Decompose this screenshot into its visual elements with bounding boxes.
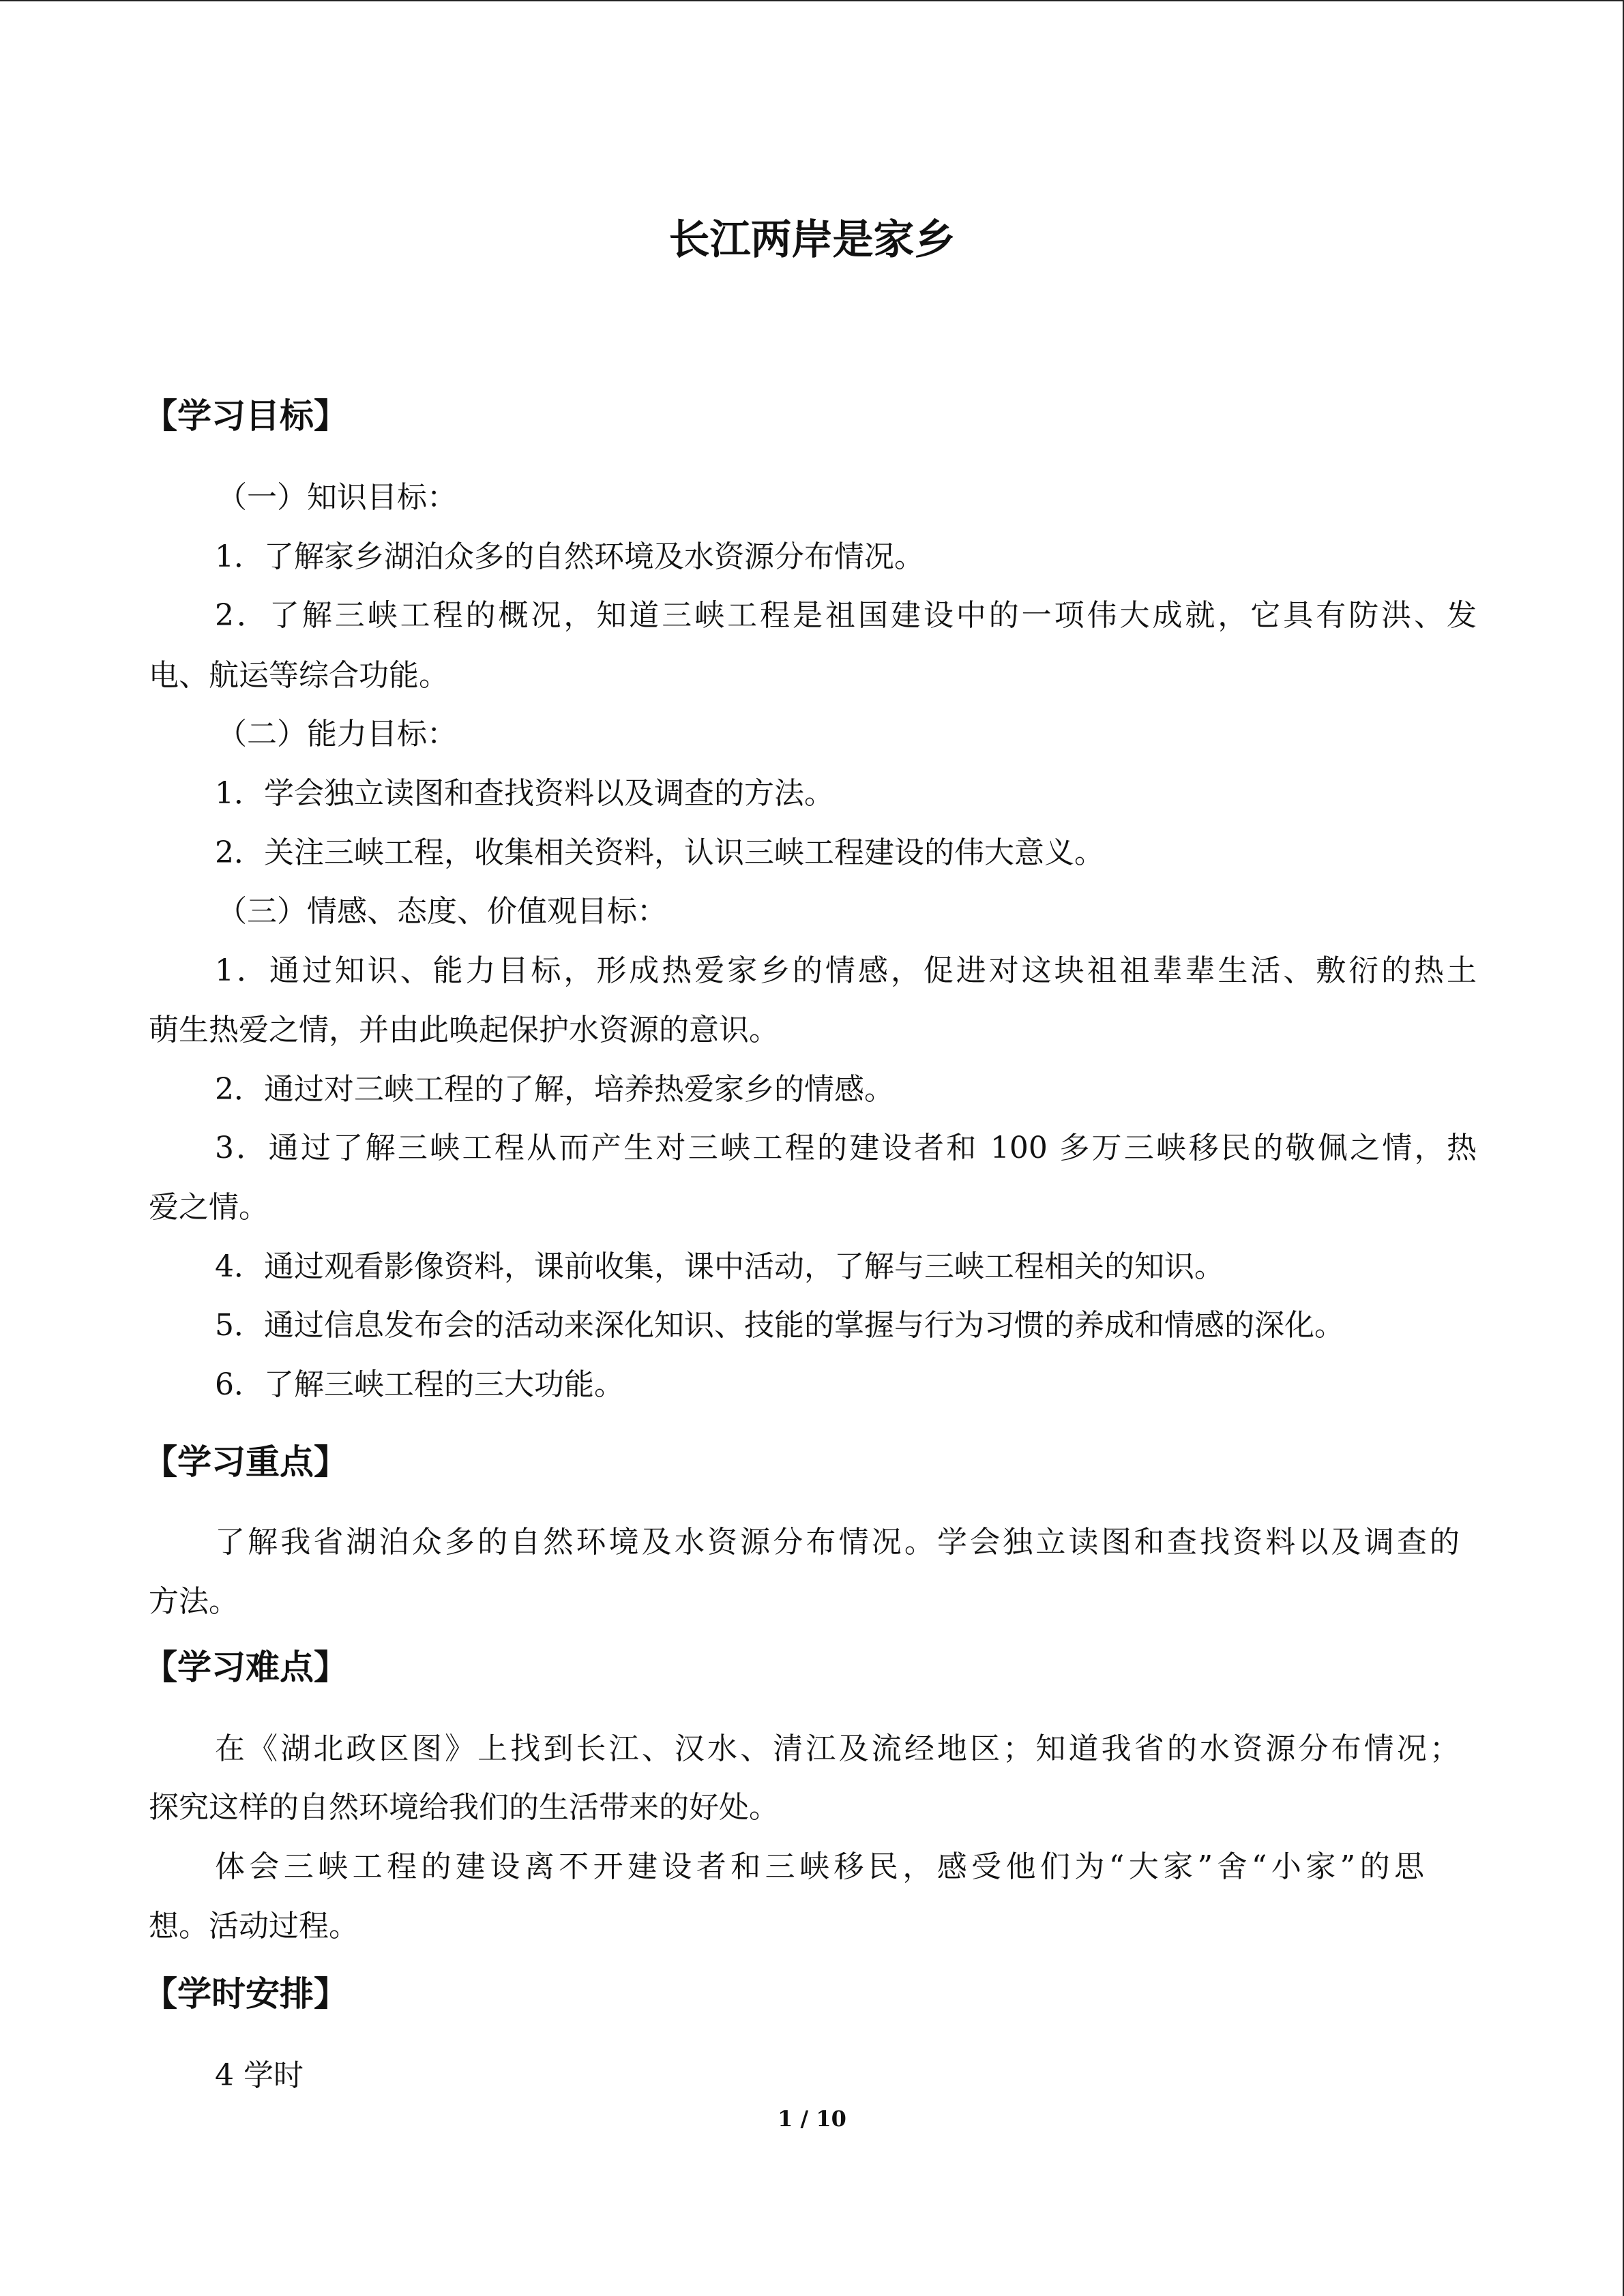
emotion-goal-label: （三）情感、态度、价值观目标： xyxy=(217,894,667,929)
ability-goal-item-2: 2．关注三峡工程，收集相关资料，认识三峡工程建设的伟大意义。 xyxy=(215,835,1104,870)
page-number: 1 / 10 xyxy=(778,2106,846,2132)
key-points-text: 了解我省湖泊众多的自然环境及水资源分布情况。学会独立读图和查找资料以及调查的 xyxy=(215,1525,1460,1560)
ability-goal-item-1: 1．学会独立读图和查找资料以及调查的方法。 xyxy=(215,776,834,811)
document-title: 长江两岸是家乡 xyxy=(668,216,956,264)
emotion-goal-item-3-continued: 爱之情。 xyxy=(149,1190,269,1225)
section-heading-difficulties: 【学习难点】 xyxy=(143,1648,348,1687)
emotion-goal-item-5: 5．通过信息发布会的活动来深化知识、技能的掌握与行为习惯的养成和情感的深化。 xyxy=(215,1308,1344,1343)
emotion-goal-item-2: 2．通过对三峡工程的了解，培养热爱家乡的情感。 xyxy=(215,1072,894,1107)
emotion-goal-item-1: 1．通过知识、能力目标，形成热爱家乡的情感，促进对这块祖祖辈辈生活、敷衍的热土 xyxy=(215,953,1477,988)
knowledge-goal-label: （一）知识目标： xyxy=(217,480,457,515)
emotion-goal-item-4: 4．通过观看影像资料，课前收集，课中活动，了解与三峡工程相关的知识。 xyxy=(215,1249,1224,1284)
difficulties-text-2: 体会三峡工程的建设离不开建设者和三峡移民，感受他们为“大家”舍“小家”的思 xyxy=(215,1849,1424,1884)
difficulties-text-2-continued: 想。活动过程。 xyxy=(149,1909,359,1943)
ability-goal-label: （二）能力目标： xyxy=(217,717,457,751)
section-heading-key-points: 【学习重点】 xyxy=(143,1442,348,1482)
knowledge-goal-item-2: 2．了解三峡工程的概况，知道三峡工程是祖国建设中的一项伟大成就，它具有防洪、发 xyxy=(215,598,1477,633)
difficulties-text-1-continued: 探究这样的自然环境给我们的生活带来的好处。 xyxy=(149,1790,779,1825)
knowledge-goal-item-2-continued: 电、航运等综合功能。 xyxy=(149,658,449,693)
section-heading-schedule: 【学时安排】 xyxy=(143,1974,348,2014)
key-points-text-continued: 方法。 xyxy=(149,1584,239,1619)
emotion-goal-item-3: 3．通过了解三峡工程从而产生对三峡工程的建设者和 100 多万三峡移民的敬佩之情，热 xyxy=(215,1131,1477,1165)
schedule-text: 4 学时 xyxy=(215,2058,304,2093)
emotion-goal-item-6: 6．了解三峡工程的三大功能。 xyxy=(215,1367,624,1402)
difficulties-text-1: 在《湖北政区图》上找到长江、汉水、清江及流经地区；知道我省的水资源分布情况； xyxy=(215,1731,1460,1766)
section-heading-objectives: 【学习目标】 xyxy=(143,396,348,436)
emotion-goal-item-1-continued: 萌生热爱之情，并由此唤起保护水资源的意识。 xyxy=(149,1013,779,1047)
knowledge-goal-item-1: 1．了解家乡湖泊众多的自然环境及水资源分布情况。 xyxy=(215,539,924,574)
